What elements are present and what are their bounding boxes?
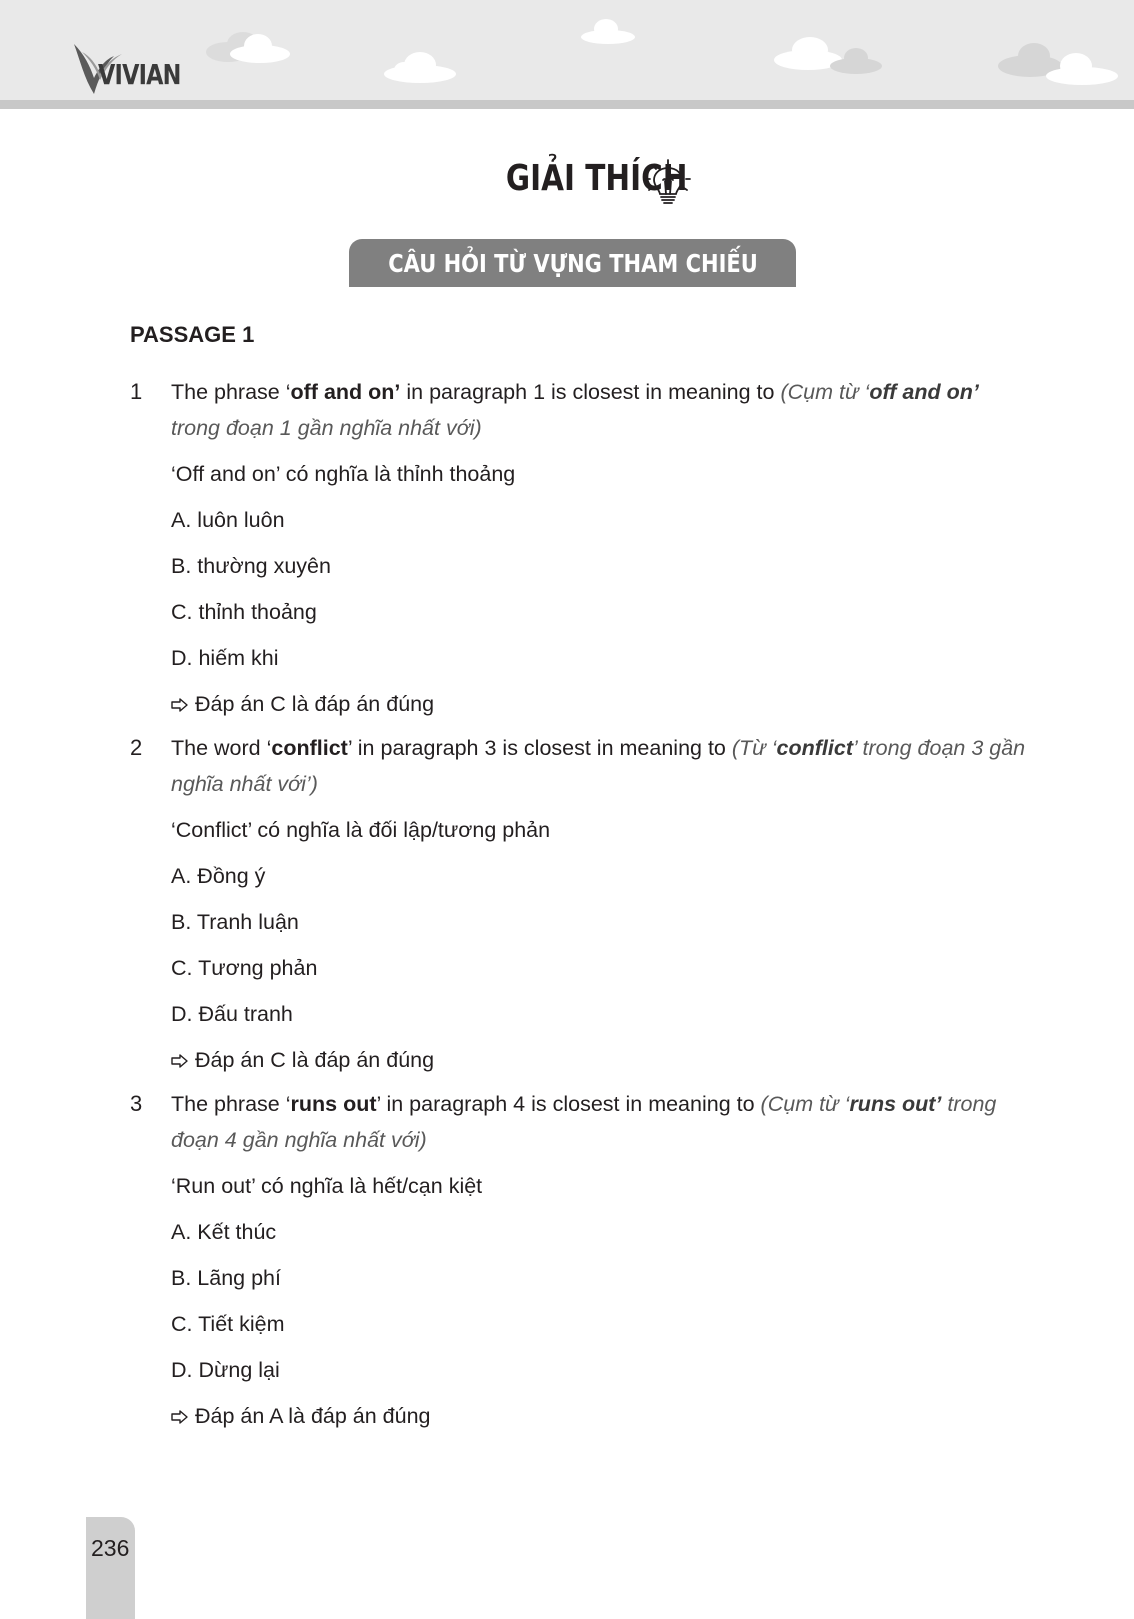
option-b: B. thường xuyên [171, 554, 331, 578]
explanation: ‘Off and on’ có nghĩa là thỉnh thoảng [171, 462, 516, 486]
question-number: 3 [130, 1091, 143, 1116]
cloud-icon [198, 30, 298, 66]
option-d: D. hiếm khi [171, 646, 279, 670]
explanation: ‘Conflict’ có nghĩa là đối lập/tương phản [171, 818, 551, 842]
question-stem: The word ‘conflict’ in paragraph 3 is closest in meaning to (Từ ‘conflict’ trong đoạn 3 gần nghĩa nhất với’) [171, 736, 1026, 796]
option-a: A. luôn luôn [171, 508, 285, 532]
question-item [130, 730, 1030, 1078]
answer-line: Đáp án A là đáp án đúng [171, 1398, 1030, 1434]
section-tag: CÂU HỎI TỪ VỰNG THAM CHIẾU [349, 239, 796, 287]
cloud-icon [996, 40, 1121, 86]
cloud-icon [770, 36, 890, 76]
right-arrow-icon [171, 698, 189, 712]
header-rule [0, 100, 1134, 109]
option-c: C. Tương phản [171, 956, 318, 980]
explanation: ‘Run out’ có nghĩa là hết/cạn kiệt [171, 1174, 483, 1198]
option-b: B. Tranh luận [171, 910, 299, 934]
passage-label: PASSAGE 1 [130, 322, 255, 347]
question-item [130, 374, 1030, 722]
option-b: B. Lãng phí [171, 1266, 281, 1290]
questions-list [130, 374, 1030, 1442]
cloud-icon [578, 18, 638, 46]
logo-text: VIVIAN [98, 58, 181, 91]
lightbulb-icon [643, 158, 693, 206]
answer-line: Đáp án C là đáp án đúng [171, 686, 1030, 722]
option-a: A. Đồng ý [171, 864, 266, 888]
question-number: 1 [130, 379, 143, 404]
page-title: GIẢI THÍCH [506, 158, 688, 199]
option-d: D. Dừng lại [171, 1358, 280, 1382]
right-arrow-icon [171, 1410, 189, 1424]
page-number: 236 [91, 1535, 130, 1561]
question-item [130, 1086, 1030, 1434]
page-number-tab [86, 1517, 135, 1619]
question-stem: The phrase ‘off and on’ in paragraph 1 is closest in meaning to (Cụm từ ‘off and on’ trong đoạn 1 gần nghĩa nhất với) [171, 380, 979, 440]
option-c: C. thỉnh thoảng [171, 600, 317, 624]
answer-line: Đáp án C là đáp án đúng [171, 1042, 1030, 1078]
option-d: D. Đấu tranh [171, 1002, 293, 1026]
option-c: C. Tiết kiệm [171, 1312, 285, 1336]
right-arrow-icon [171, 1054, 189, 1068]
cloud-icon [380, 50, 460, 84]
question-stem: The phrase ‘runs out’ in paragraph 4 is closest in meaning to (Cụm từ ‘runs out’ trong đoạn 4 gần nghĩa nhất với) [171, 1092, 997, 1152]
option-a: A. Kết thúc [171, 1220, 277, 1244]
question-number: 2 [130, 735, 143, 760]
